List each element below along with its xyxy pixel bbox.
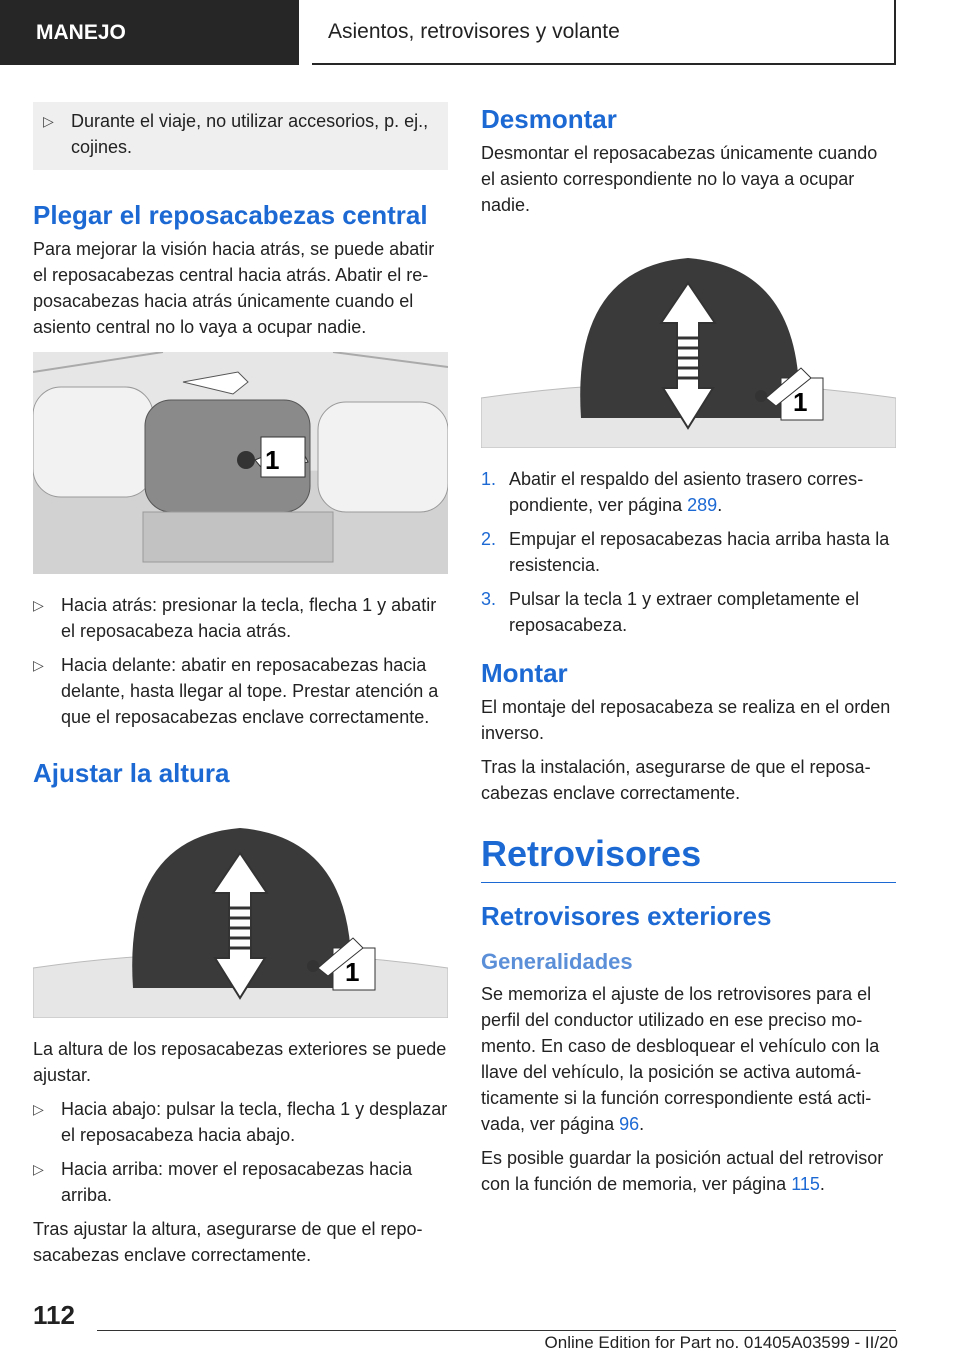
figure-callout-1: 1 bbox=[265, 445, 280, 475]
paragraph-altura: La altura de los reposacabezas exteriores se puede ajustar. bbox=[33, 1039, 447, 1085]
heading-retrovisores-exteriores: Retrovisores exteriores bbox=[481, 901, 772, 931]
figure-desmontar bbox=[481, 248, 896, 448]
bullet-delante: ▷ Hacia delante: abatir en reposacabezas hacia delante, hasta llegar al tope. Prestar atención a que el reposacabezas enclave correctamente. bbox=[33, 652, 448, 730]
step-text: Pulsar la tecla 1 y extraer completamente el reposacabeza. bbox=[509, 589, 860, 635]
page-number: 112 bbox=[33, 1300, 75, 1330]
triangle-bullet-icon: ▷ bbox=[33, 1161, 44, 1177]
step-text: Empujar el reposacabezas hacia arriba hasta la resistencia. bbox=[509, 529, 890, 575]
header-chapter: Asientos, retrovisores y volante bbox=[312, 0, 896, 65]
step-item bbox=[481, 526, 896, 578]
figure-height-adjust bbox=[33, 818, 448, 1018]
step-number: 1. bbox=[481, 469, 497, 489]
paragraph-generalidades-2: Es posible guardar la posición actual del retrovisor con la función de memoria, ver página 115. bbox=[481, 1148, 884, 1194]
triangle-bullet-icon: ▷ bbox=[33, 1101, 44, 1117]
step-item bbox=[481, 466, 896, 518]
step-item bbox=[481, 586, 896, 638]
heading-generalidades: Generalidades bbox=[481, 949, 633, 974]
figure-callout-1: 1 bbox=[345, 957, 360, 987]
bullet-arriba: ▷ Hacia arriba: mover el reposacabezas hacia arriba. bbox=[33, 1156, 448, 1208]
footer-edition: Online Edition for Part no. 01405A03599 - II/20 bbox=[544, 1333, 898, 1352]
triangle-bullet-icon: ▷ bbox=[33, 657, 44, 673]
paragraph-tras: Tras ajustar la altura, asegurarse de que el reposacabezas enclave correctamente. bbox=[33, 1219, 423, 1265]
heading-desmontar: Desmontar bbox=[481, 104, 617, 134]
paragraph-plegar: Para mejorar la visión hacia atrás, se puede abatir el reposacabezas central hacia atrás. Abatir el reposacabezas hacia atrás únicamente cuando el asiento central no lo vaya a ocupar nadie. bbox=[33, 239, 435, 337]
heading-retrovisores: Retrovisores bbox=[481, 832, 896, 883]
paragraph-montar-2: Tras la instalación, asegurarse de que el reposacabezas enclave correctamente. bbox=[481, 757, 871, 803]
page-link-289[interactable]: 289 bbox=[687, 495, 718, 515]
paragraph-desmontar: Desmontar el reposacabezas únicamente cuando el asiento correspondiente no lo vaya a ocupar nadie. bbox=[481, 143, 878, 215]
step-number: 3. bbox=[481, 589, 497, 609]
header-section: MANEJO bbox=[0, 0, 299, 65]
figure-central-headrest bbox=[33, 352, 448, 574]
paragraph-generalidades-1: Se memoriza el ajuste de los retrovisores para el perfil del conductor utilizado en ese preciso momento. En caso de desbloquear el vehículo con la llave del vehículo, la posición se activa automáticamente si la función correspondiente está activada, ver página 96. bbox=[481, 984, 880, 1134]
bullet-abajo: ▷ Hacia abajo: pulsar la tecla, flecha 1 y desplazar el reposacabeza hacia abajo. bbox=[33, 1096, 448, 1148]
steps-list bbox=[481, 466, 896, 638]
note-text: Durante el viaje, no utilizar accesorios, p. ej., cojines. bbox=[71, 111, 429, 157]
right-column bbox=[481, 102, 896, 1205]
footer-divider bbox=[97, 1330, 896, 1331]
bullet-atras: ▷ Hacia atrás: presionar la tecla, flecha 1 y abatir el reposacabeza hacia atrás. bbox=[33, 592, 448, 644]
heading-altura: Ajustar la altura bbox=[33, 758, 230, 788]
page-link-115[interactable]: 115 bbox=[791, 1174, 820, 1194]
step-text: Abatir el respaldo del asiento trasero correspondiente, ver página 289. bbox=[509, 469, 864, 515]
triangle-bullet-icon: ▷ bbox=[33, 597, 44, 613]
step-number: 2. bbox=[481, 529, 497, 549]
figure-callout-1: 1 bbox=[793, 387, 808, 417]
heading-plegar: Plegar el reposacabezas central bbox=[33, 200, 428, 230]
note-box bbox=[33, 102, 448, 170]
page-link-96[interactable]: 96 bbox=[619, 1114, 640, 1134]
left-column bbox=[33, 102, 448, 1276]
heading-montar: Montar bbox=[481, 658, 568, 688]
paragraph-montar-1: El montaje del reposacabeza se realiza en el orden inverso. bbox=[481, 697, 891, 743]
triangle-bullet-icon: ▷ bbox=[43, 113, 54, 129]
